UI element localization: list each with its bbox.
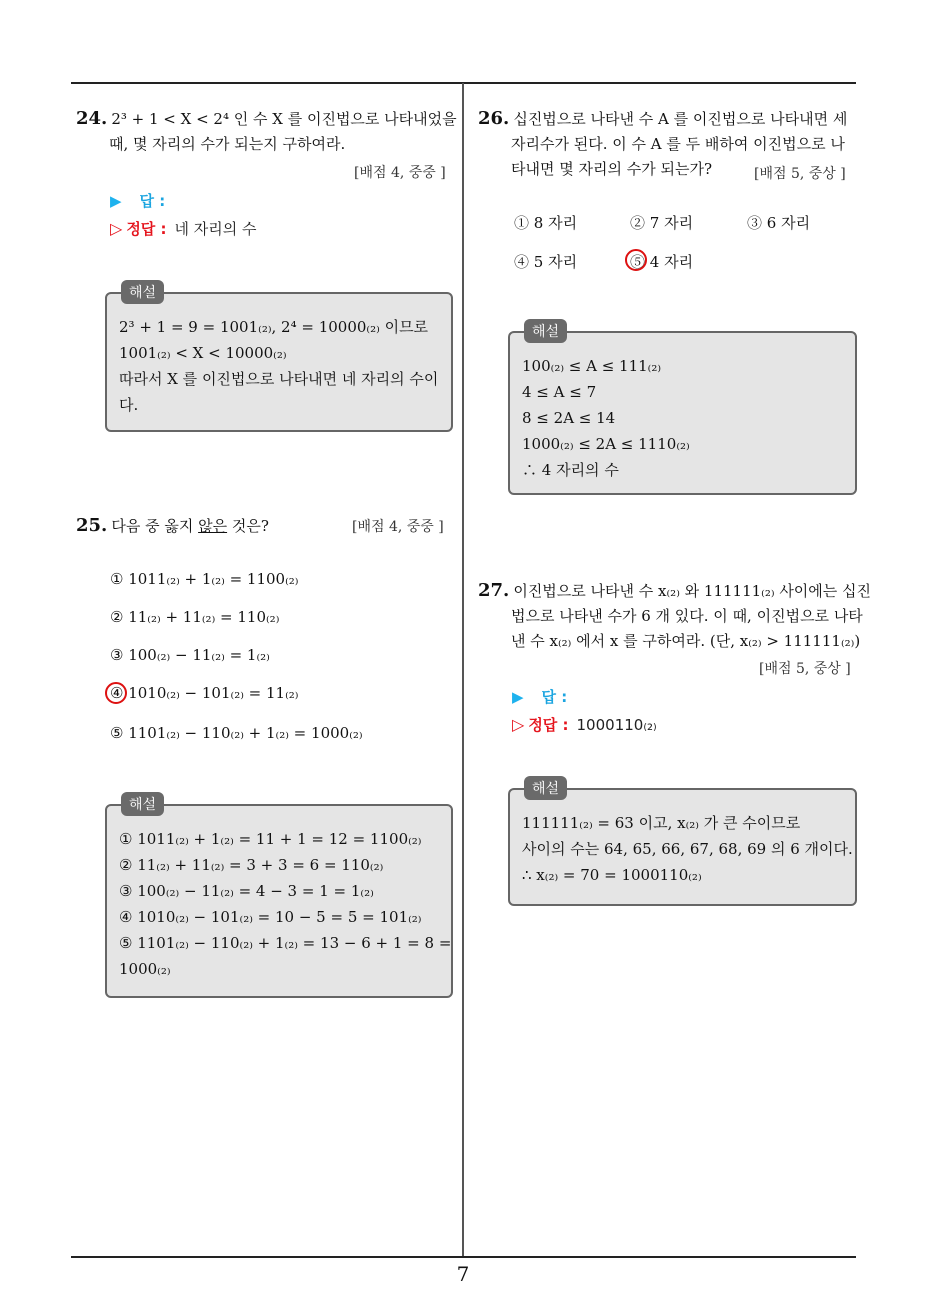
score-label: [배점 5, 중상 ]: [754, 166, 846, 182]
option-text: ④ 1010₍₂₎ − 101₍₂₎ = 11₍₂₎: [110, 684, 299, 702]
explanation-line: ④ 1010₍₂₎ − 101₍₂₎ = 10 − 5 = 5 = 101₍₂₎: [119, 908, 422, 926]
problem-number: 26.: [478, 108, 510, 129]
outline-triangle-icon: ▷: [110, 219, 123, 238]
correct-value: 1000110₍₂₎: [576, 716, 657, 734]
explanation-tab: 해설: [524, 776, 567, 800]
correct-label: 정답 :: [126, 220, 167, 238]
page-number: 7: [456, 1262, 470, 1286]
problem-27: [478, 578, 872, 654]
option-text: ⑤ 4 자리: [630, 253, 694, 271]
correct-answer-line: [512, 714, 657, 735]
explanation-line: 사이의 수는 64, 65, 66, 67, 68, 69 의 6 개이다.: [522, 840, 853, 858]
explanation-tab: 해설: [524, 319, 567, 343]
selected-circle-mark: [625, 249, 647, 271]
outline-triangle-icon: ▷: [512, 715, 525, 734]
question-text: 이진법으로 나타낸 수 x₍₂₎ 와 111111₍₂₎ 사이에는 십진: [513, 582, 872, 600]
explanation-line: 4 ≤ A ≤ 7: [522, 383, 597, 401]
explanation-line: 1000₍₂₎: [119, 960, 171, 978]
option-1[interactable]: ① 1011₍₂₎ + 1₍₂₎ = 1100₍₂₎: [110, 570, 299, 588]
question-text: 다음 중 옳지: [111, 517, 199, 535]
problem-24: [76, 106, 456, 157]
explanation-line: 2³ + 1 = 9 = 1001₍₂₎, 2⁴ = 10000₍₂₎ 이므로: [119, 318, 429, 336]
explanation-line: ① 1011₍₂₎ + 1₍₂₎ = 11 + 1 = 12 = 1100₍₂₎: [119, 830, 422, 848]
explanation-line: ③ 100₍₂₎ − 11₍₂₎ = 4 − 3 = 1 = 1₍₂₎: [119, 882, 374, 900]
answer-label: 답 :: [541, 688, 568, 706]
option-1[interactable]: ① 8 자리: [514, 214, 578, 232]
explanation-box: [105, 285, 453, 432]
explanation-line: 1000₍₂₎ ≤ 2A ≤ 1110₍₂₎: [522, 435, 690, 453]
explanation-line: ∴ 4 자리의 수: [522, 461, 619, 479]
question-text: 법으로 나타낸 수가 6 개 있다. 이 때, 이진법으로 나타: [511, 607, 863, 625]
explanation-box: [508, 781, 857, 906]
question-text: 2³ + 1 < X < 2⁴ 인 수 X 를 이진법으로 나타내었을: [111, 110, 457, 128]
correct-answer-line: [110, 218, 257, 239]
question-text: 십진법으로 나타낸 수 A 를 이진법으로 나타내면 세: [513, 110, 848, 128]
option-2[interactable]: ② 11₍₂₎ + 11₍₂₎ = 110₍₂₎: [110, 608, 280, 626]
correct-value: 네 자리의 수: [174, 220, 257, 238]
explanation-line: 111111₍₂₎ = 63 이고, x₍₂₎ 가 큰 수이므로: [522, 814, 801, 832]
question-text: 것은?: [227, 517, 269, 535]
explanation-lines: [107, 806, 451, 982]
question-text: 타내면 몇 자리의 수가 되는가?: [511, 160, 712, 178]
explanation-tab: 해설: [121, 792, 164, 816]
explanation-tab: 해설: [121, 280, 164, 304]
play-icon: ▶: [110, 192, 122, 210]
option-5[interactable]: [630, 251, 693, 272]
problem-number: 27.: [478, 580, 510, 601]
play-icon: ▶: [512, 688, 524, 706]
selected-circle-mark: [105, 682, 127, 704]
question-emphasis: 않은: [198, 517, 228, 535]
column-divider: [462, 83, 464, 1257]
explanation-box: [508, 324, 857, 495]
explanation-lines: [510, 333, 855, 483]
answer-label: 답 :: [139, 192, 166, 210]
problem-number: 25.: [76, 515, 108, 536]
question-text: 자리수가 된다. 이 수 A 를 두 배하여 이진법으로 나: [511, 135, 845, 153]
explanation-line: 100₍₂₎ ≤ A ≤ 111₍₂₎: [522, 357, 662, 375]
option-5[interactable]: ⑤ 1101₍₂₎ − 110₍₂₎ + 1₍₂₎ = 1000₍₂₎: [110, 724, 363, 742]
option-4[interactable]: [110, 684, 298, 702]
correct-label: 정답 :: [528, 716, 569, 734]
option-3[interactable]: ③ 6 자리: [747, 214, 811, 232]
problem-number: 24.: [76, 108, 108, 129]
explanation-line: 8 ≤ 2A ≤ 14: [522, 409, 616, 427]
option-2[interactable]: ② 7 자리: [630, 214, 694, 232]
score-label: [배점 5, 중상 ]: [759, 661, 851, 677]
bottom-rule: [71, 1256, 856, 1258]
explanation-line: 따라서 X 를 이진법으로 나타내면 네 자리의 수이: [119, 370, 439, 388]
answer-line: [110, 190, 165, 211]
explanation-line: 1001₍₂₎ < X < 10000₍₂₎: [119, 344, 287, 362]
explanation-line: 다.: [119, 396, 139, 414]
question-text: 낸 수 x₍₂₎ 에서 x 를 구하여라. (단, x₍₂₎ > 111111₍₂₎): [511, 632, 861, 650]
score-label: [배점 4, 중중 ]: [354, 165, 446, 181]
option-4[interactable]: ④ 5 자리: [514, 253, 578, 271]
explanation-lines: [510, 790, 855, 888]
explanation-line: ⑤ 1101₍₂₎ − 110₍₂₎ + 1₍₂₎ = 13 − 6 + 1 = 8 =: [119, 934, 452, 952]
explanation-box: [105, 797, 453, 998]
answer-line: [512, 686, 567, 707]
question-text: 때, 몇 자리의 수가 되는지 구하여라.: [109, 135, 346, 153]
score-label: [배점 4, 중중 ]: [352, 519, 444, 535]
option-3[interactable]: ③ 100₍₂₎ − 11₍₂₎ = 1₍₂₎: [110, 646, 270, 664]
explanation-line: ∴ x₍₂₎ = 70 = 1000110₍₂₎: [522, 866, 702, 884]
explanation-lines: [107, 294, 451, 418]
explanation-line: ② 11₍₂₎ + 11₍₂₎ = 3 + 3 = 6 = 110₍₂₎: [119, 856, 384, 874]
